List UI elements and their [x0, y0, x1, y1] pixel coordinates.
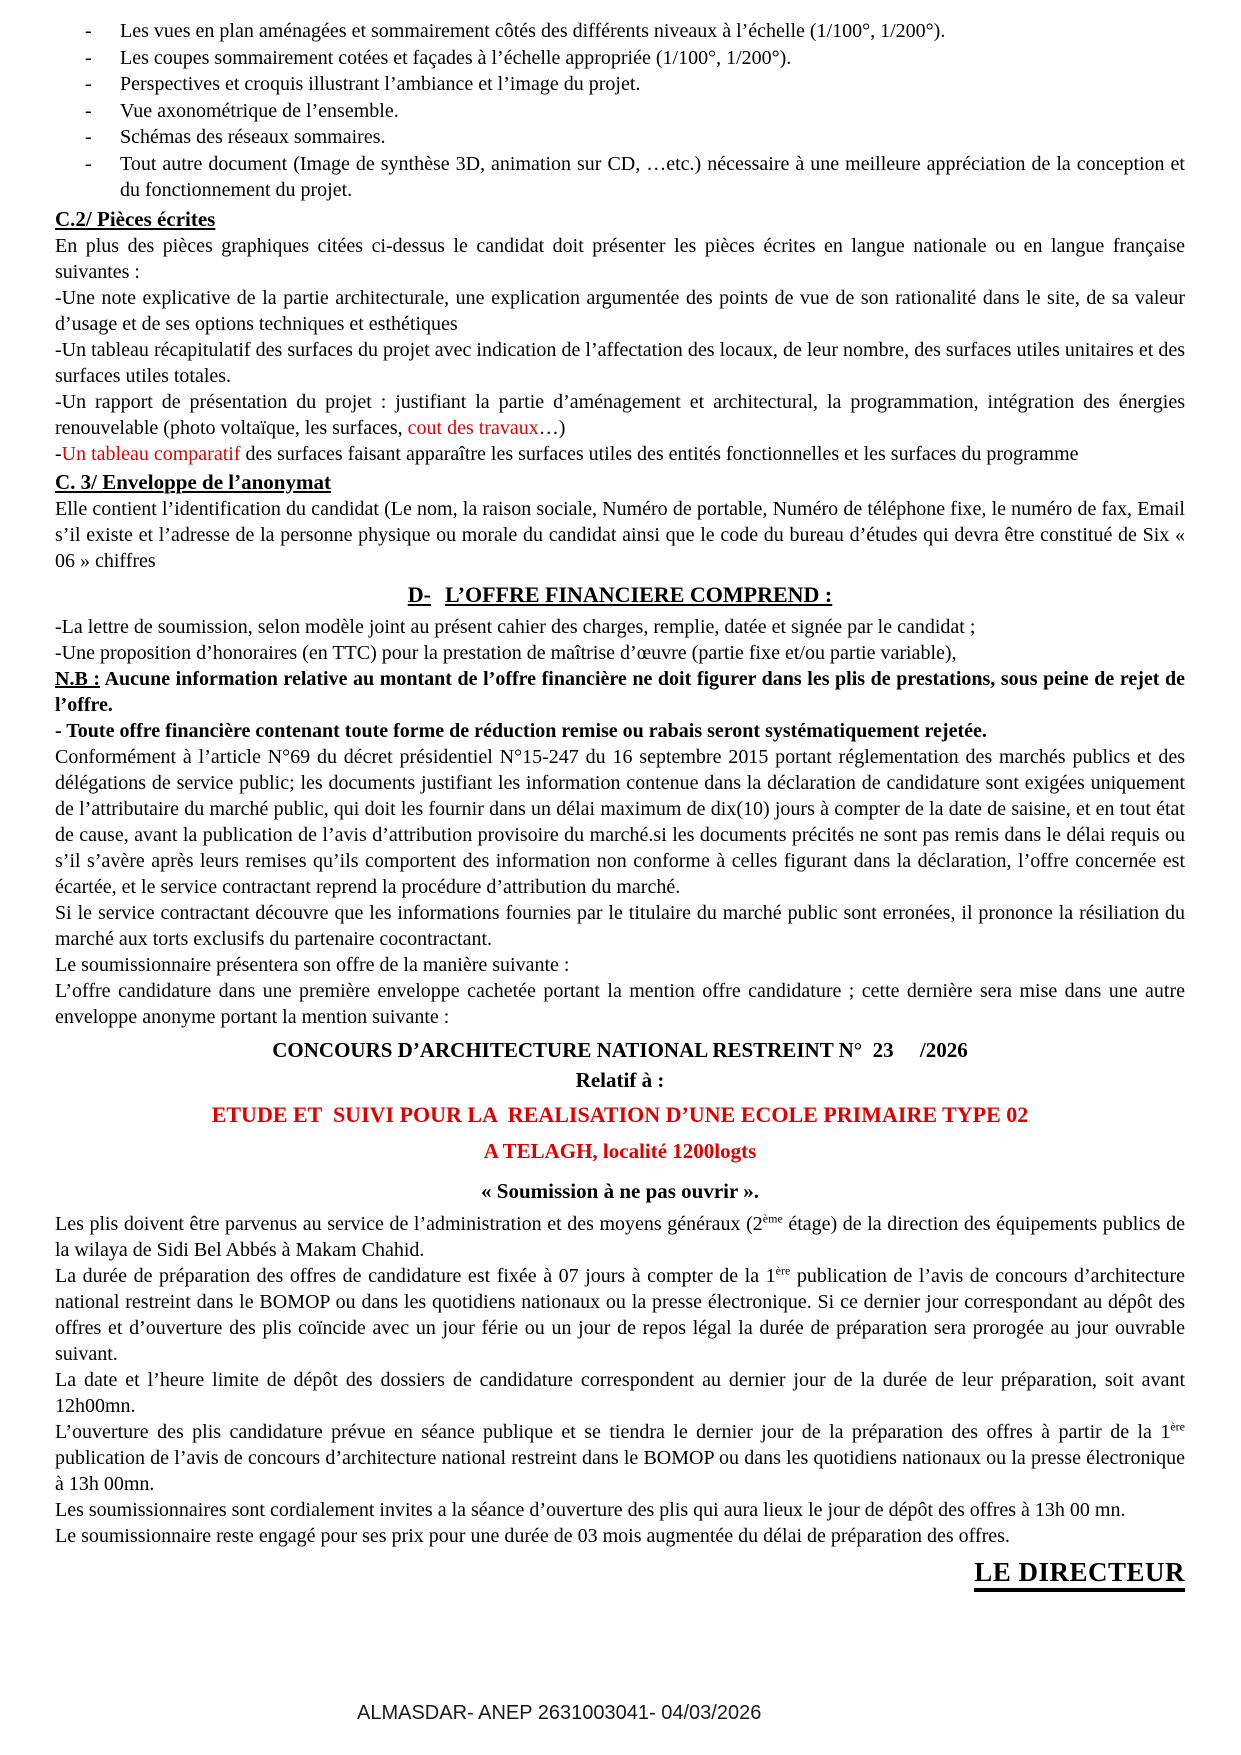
c3-body: Elle contient l’identification du candidat (Le nom, la raison sociale, Numéro de portable, Numéro de téléphone fixe, le numéro de fax, Email s’il existe et l’adresse de la personne physique ou morale du candidat ainsi que le code du bureau d’études qui devra être constitué de Six « 06 » chiffres	[55, 497, 1185, 572]
d-nota-bene	[55, 666, 1185, 718]
modalites-ouverture-plis	[55, 1419, 1185, 1497]
ouverture-text: L’ouverture des plis candidature prévue en séance publique et se tiendra le dernier jour de la préparation des offres à partir de la 1	[55, 1420, 1171, 1443]
bullet-text: Tout autre document (Image de synthèse 3D, animation sur CD, …etc.) nécessaire à une meilleure appréciation de la conception et du fonctionnement du projet.	[120, 152, 1185, 201]
bullet-text: Vue axonométrique de l’ensemble.	[120, 99, 399, 122]
list-item	[85, 124, 1185, 151]
bullet-dash: -	[85, 99, 92, 122]
bullet-text: Schémas des réseaux sommaires.	[120, 126, 386, 148]
ouverture-text-end: publication de l’avis de concours d’architecture national restreint dans le BOMOP ou dans les quotidiens nationaux ou la presse électronique à 13h 00mn.	[55, 1446, 1185, 1495]
bullet-dash: -	[85, 73, 92, 95]
d-presentation-offre: Le soumissionnaire présentera son offre de la manière suivante :	[55, 953, 570, 976]
c2-tableau-recapitulatif: -Un tableau récapitulatif des surfaces du projet avec indication de l’affectation des locaux, de leur nombre, des surfaces utiles unitaires et des surfaces utiles totales.	[55, 338, 1185, 387]
d-offre-candidature: L’offre candidature dans une première enveloppe cachetée portant la mention offre candidature ; cette dernière sera mise dans une autre enveloppe anonyme portant la mention suivante :	[55, 979, 1185, 1028]
signature-block	[55, 1556, 1185, 1588]
bullet-dash: -	[85, 46, 92, 69]
mention-soumission: « Soumission à ne pas ouvrir ».	[481, 1178, 759, 1203]
d-conformement-article69: Conformément à l’article N°69 du décret présidentiel N°15-247 du 16 septembre 2015 portant réglementation des marchés publics et des délégations de service public; les documents justifiant les information contenue dans la déclaration de candidature sont exigées uniquement de l’attributaire du marché public, qui doit les fournir dans un délai maximum de dix(10) jours à compter de la date de saisine, et en tout état de cause, avant la publication de l’avis d’attribution provisoire du marché.si les documents précités ne sont pas remis dans le délai requis ou s’il s’avère après leurs remises qu’ils comportent des information non conforme à celles figurant dans la déclaration, l’offre concernée est écartée, et le service contractant reprend la procédure d’attribution du marché.	[55, 745, 1185, 898]
list-item	[85, 151, 1185, 204]
graphic-pieces-list	[55, 18, 1185, 204]
comparatif-dash: -	[55, 442, 62, 465]
list-item	[85, 71, 1185, 98]
duree-superscript: ère	[775, 1262, 791, 1277]
modalites-depot-plis	[55, 1211, 1185, 1263]
bullet-dash: -	[85, 152, 92, 175]
bullet-text: Les coupes sommairement cotées et façades à l’échelle appropriée (1/100°, 1/200°).	[120, 46, 792, 69]
concours-objet: ETUDE ET SUIVI POUR LA REALISATION D’UNE ECOLE PRIMAIRE TYPE 02	[211, 1101, 1029, 1127]
list-item	[85, 45, 1185, 72]
list-item	[85, 98, 1185, 125]
d-title: L’OFFRE FINANCIERE COMPREND :	[444, 581, 833, 607]
directeur-signature: LE DIRECTEUR	[974, 1557, 1185, 1592]
rapport-text: -Un rapport de présentation du projet : justifiant la partie d’aménagement et architectural, la programmation, intégration des énergies renouvelable (photo voltaïque, les surfaces,	[55, 390, 1185, 439]
section-c2-heading: C.2/ Pièces écrites	[55, 206, 216, 231]
d-service-contractant: Si le service contractant découvre que les informations fournies par le titulaire du marché public sont erronées, il prononce la résiliation du marché aux torts exclusifs du partenaire cocontractant.	[55, 901, 1185, 950]
rapport-red-text: cout des travaux	[407, 416, 539, 439]
publication-footer: ALMASDAR- ANEP 2631003041- 04/03/2026	[357, 1702, 762, 1724]
d-lettre-soumission: -La lettre de soumission, selon modèle joint au présent cahier des charges, remplie, datée et signée par le candidat ;	[55, 615, 976, 638]
modalites-engagement-prix: Le soumissionnaire reste engagé pour ses prix pour une durée de 03 mois augmentée du délai de préparation des offres.	[55, 1524, 1010, 1547]
rapport-text-end: …)	[538, 416, 566, 439]
plis-text: Les plis doivent être parvenus au service de l’administration et des moyens généraux (2	[55, 1212, 763, 1235]
concours-lieu: A TELAGH, localité 1200logts	[483, 1138, 757, 1163]
d-rejet-reduction: - Toute offre financière contenant toute forme de réduction remise ou rabais seront systématiquement rejetée.	[55, 719, 987, 742]
concours-title: CONCOURS D’ARCHITECTURE NATIONAL RESTREINT N° 23 /2026	[272, 1037, 968, 1062]
section-d-heading	[55, 581, 1185, 609]
d-label: D-	[407, 581, 431, 607]
c2-tableau-comparatif	[55, 441, 1185, 467]
ouverture-superscript: ère	[1170, 1418, 1185, 1433]
bullet-dash: -	[85, 20, 92, 42]
concours-relatif: Relatif à :	[575, 1067, 665, 1092]
modalites-duree-preparation	[55, 1263, 1185, 1367]
modalites-invitation-seance: Les soumissionnaires sont cordialement invites a la séance d’ouverture des plis qui aura lieux le jour de dépôt des offres à 13h 00 mn.	[55, 1498, 1126, 1521]
duree-text-end: publication de l’avis de concours d’architecture national restreint dans le BOMOP ou dans les quotidiens nationaux ou la presse électronique. Si ce dernier jour correspondant au dépôt des offres et d’ouverture des plis coïncide avec un jour férie ou un jour de repos légal la durée de préparation sera prorogée au jour ouvrable suivant.	[55, 1264, 1186, 1365]
d-proposition-honoraires: -Une proposition d’honoraires (en TTC) pour la prestation de maîtrise d’œuvre (partie fixe et/ou partie variable),	[55, 641, 957, 664]
list-item	[85, 18, 1185, 45]
nb-label: N.B :	[55, 667, 101, 690]
document-page	[55, 18, 1185, 1588]
bullet-dash: -	[85, 126, 92, 148]
modalites-date-limite: La date et l’heure limite de dépôt des dossiers de candidature correspondent au dernier jour de la durée de leur préparation, soit avant 12h00mn.	[55, 1368, 1185, 1417]
bullet-text: Les vues en plan aménagées et sommairement côtés des différents niveaux à l’échelle (1/100°, 1/200°).	[120, 20, 946, 42]
comparatif-red-text: Un tableau comparatif	[61, 442, 241, 465]
c2-rapport-presentation	[55, 389, 1185, 441]
c2-note-explicative: -Une note explicative de la partie architecturale, une explication argumentée des points de vue de son rationalité dans le site, de sa valeur d’usage et de ses options techniques et esthétiques	[55, 286, 1185, 335]
plis-superscript: ème	[762, 1210, 783, 1225]
duree-text: La durée de préparation des offres de candidature est fixée à 07 jours à compter de la 1	[55, 1264, 776, 1287]
section-c3-heading: C. 3/ Enveloppe de l’anonymat	[55, 469, 331, 494]
comparatif-text: des surfaces faisant apparaître les surfaces utiles des entités fonctionnelles et les surfaces du programme	[240, 442, 1079, 465]
nb-text: Aucune information relative au montant de l’offre financière ne doit figurer dans les plis de prestations, sous peine de rejet de l’offre.	[55, 667, 1185, 716]
plis-text-end: étage) de la direction des équipements publics de la wilaya de Sidi Bel Abbés à Makam Chahid.	[55, 1212, 1185, 1261]
c2-intro: En plus des pièces graphiques citées ci-dessus le candidat doit présenter les pièces écrites en langue nationale ou en langue française suivantes :	[55, 234, 1185, 283]
bullet-text: Perspectives et croquis illustrant l’ambiance et l’image du projet.	[120, 73, 641, 95]
